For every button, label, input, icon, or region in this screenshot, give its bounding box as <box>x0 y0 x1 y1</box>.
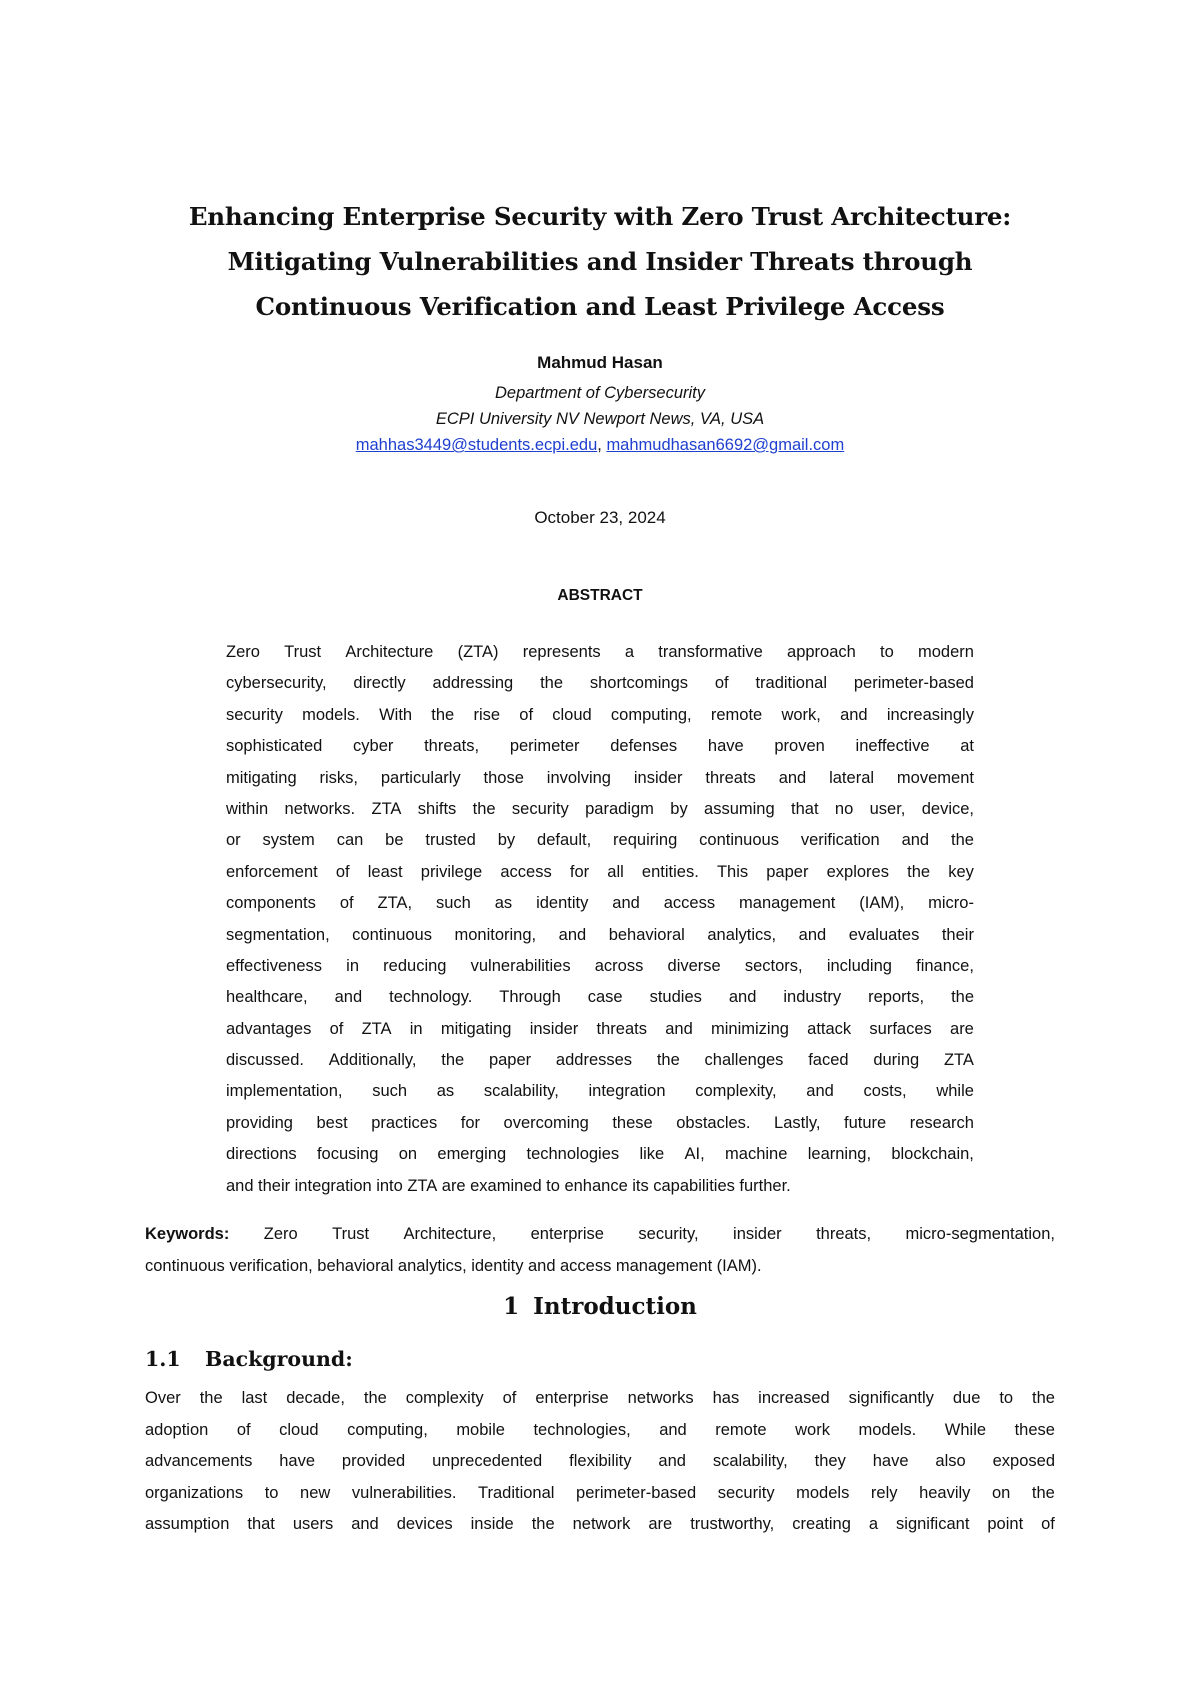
text-line: and their integration into ZTA are examined to enhance its capabilities further. <box>226 1176 791 1195</box>
keywords-line: Keywords: Zero Trust Architecture, enterprise security, insider threats, micro-segmentation, <box>145 1219 1055 1251</box>
text-line: enforcement of least privilege access for all entities. This paper explores the key <box>226 862 974 881</box>
text-line: Zero Trust Architecture (ZTA) represents a transformative approach to modern <box>226 643 974 661</box>
title-line: Enhancing Enterprise Security with Zero Trust Architecture: <box>188 202 1012 231</box>
section-heading-introduction <box>100 1290 1100 1324</box>
author-institution: ECPI University NV Newport News, VA, USA <box>435 410 765 428</box>
text-line: directions focusing on emerging technologies like AI, machine learning, blockchain, <box>226 1145 974 1164</box>
author-department: Department of Cybersecurity <box>495 384 705 402</box>
email-separator: , <box>597 436 607 454</box>
subsection-title: Background: <box>205 1347 353 1371</box>
keywords-block <box>145 1219 1055 1282</box>
text-line: organizations to new vulnerabilities. Traditional perimeter-based security models rely heavily on the <box>145 1483 1055 1502</box>
text-line: discussed. Additionally, the paper addresses the challenges faced during ZTA <box>226 1051 974 1070</box>
author-emails <box>100 432 1100 458</box>
publication-date: October 23, 2024 <box>534 508 666 527</box>
text-line: effectiveness in reducing vulnerabilities across diverse sectors, including finance, <box>226 956 974 975</box>
text-line: assumption that users and devices inside the network are trustworthy, creating a significant point of <box>145 1515 1055 1533</box>
section-number: 1 <box>503 1293 520 1320</box>
text-line: within networks. ZTA shifts the security paradigm by assuming that no user, device, <box>226 799 974 818</box>
text-line: healthcare, and technology. Through case studies and industry reports, the <box>226 988 974 1007</box>
text-line: components of ZTA, such as identity and access management (IAM), micro- <box>226 894 974 913</box>
email-link-students[interactable]: mahhas3449@students.ecpi.edu <box>355 436 598 454</box>
text-line: Over the last decade, the complexity of enterprise networks has increased significantly due to the <box>145 1389 1055 1407</box>
email-link-gmail[interactable]: mahmudhasan6692@gmail.com <box>606 436 845 454</box>
author-name: Mahmud Hasan <box>537 353 663 372</box>
paper-title <box>100 194 1100 329</box>
keywords-label: Keywords: <box>145 1225 230 1243</box>
text-line: adoption of cloud computing, mobile technologies, and remote work models. While these <box>145 1420 1055 1439</box>
text-line: or system can be trusted by default, requiring continuous verification and the <box>226 831 974 850</box>
abstract-heading: ABSTRACT <box>557 587 643 604</box>
background-paragraph <box>145 1383 1055 1541</box>
section-title: Introduction <box>533 1293 697 1320</box>
text-line: advancements have provided unprecedented flexibility and scalability, they have also exposed <box>145 1452 1055 1470</box>
text-line: security models. With the rise of cloud computing, remote work, and increasingly <box>226 705 974 724</box>
text-line: sophisticated cyber threats, perimeter defenses have proven ineffective at <box>226 737 974 756</box>
text-line: segmentation, continuous monitoring, and behavioral analytics, and evaluates their <box>226 925 974 944</box>
text-line: providing best practices for overcoming these obstacles. Lastly, future research <box>226 1113 974 1132</box>
text-line: advantages of ZTA in mitigating insider threats and minimizing attack surfaces are <box>226 1019 974 1038</box>
text-line: cybersecurity, directly addressing the shortcomings of traditional perimeter-based <box>226 674 974 693</box>
text-line: mitigating risks, particularly those involving insider threats and lateral movement <box>226 768 974 787</box>
abstract-body <box>226 637 974 1202</box>
subsection-heading-background <box>145 1343 353 1375</box>
title-line: Continuous Verification and Least Privilege Access <box>255 292 945 321</box>
subsection-number: 1.1 <box>145 1347 181 1371</box>
text-line: implementation, such as scalability, integration complexity, and costs, while <box>226 1082 974 1101</box>
keywords-line: continuous verification, behavioral analytics, identity and access management (IAM). <box>145 1256 762 1275</box>
title-line: Mitigating Vulnerabilities and Insider Threats through <box>227 247 973 276</box>
